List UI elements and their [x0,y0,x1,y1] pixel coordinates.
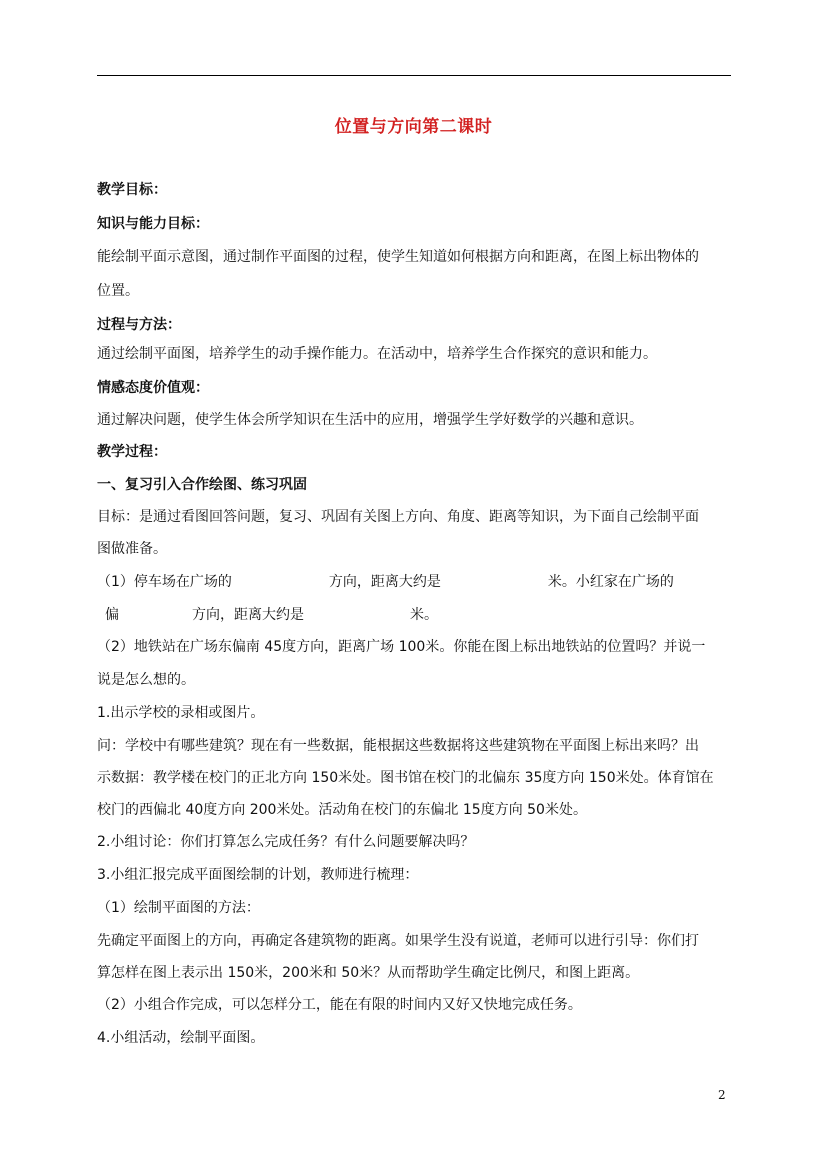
header-rule [97,75,731,76]
paragraph-line: 通过解决问题，使学生体会所学知识在生活中的应用，增强学生学好数学的兴趣和意识。 [97,412,643,428]
paragraph-line: 先确定平面图上的方向，再确定各建筑物的距离。如果学生没有说道，老师可以进行引导：你们打 [97,933,699,949]
paragraph-line: 3.小组汇报完成平面图绘制的计划，教师进行梳理： [97,867,419,883]
fill-blank-line-2 [105,605,438,625]
paragraph-line: 问：学校中有哪些建筑？现在有一些数据，能根据这些数据将这些建筑物在平面图上标出来吗？出 [97,738,699,754]
heading-teaching-goals: 教学目标： [97,182,167,198]
fill-blank-text: 偏 [105,607,119,623]
page-number: 2 [718,1088,726,1102]
paragraph-line: 校门的西偏北 40度方向 200米处。活动角在校门的东偏北 15度方向 50米处。 [97,802,587,818]
fill-blank-text: 方向，距离大约是 [192,607,304,623]
paragraph-line: （2）地铁站在广场东偏南 45度方向，距离广场 100米。你能在图上标出地铁站的位置吗？并说一 [97,639,706,655]
fill-blank-text: 米。小红家在广场的 [547,574,674,590]
paragraph-line: 1.出示学校的录相或图片。 [97,705,265,721]
paragraph-line: 位置。 [97,283,139,299]
paragraph-line: （2）小组合作完成，可以怎样分工，能在有限的时间内又好又快地完成任务。 [97,997,582,1013]
heading-emotion-values: 情感态度价值观： [97,380,209,396]
paragraph-line: 目标：是通过看图回答问题，复习、巩固有关图上方向、角度、距离等知识，为下面自己绘制平面 [97,509,699,525]
paragraph-line: 示数据：教学楼在校门的正北方向 150米处。图书馆在校门的北偏东 35度方向 150米处。体育馆在 [97,770,714,786]
section-heading-1: 一、复习引入合作绘图、练习巩固 [97,477,307,493]
fill-blank-line-1 [97,572,674,592]
page-title: 位置与方向第二课时 [334,117,493,137]
heading-process-method: 过程与方法： [97,317,181,333]
paragraph-line: 能绘制平面示意图，通过制作平面图的过程，使学生知道如何根据方向和距离，在图上标出物体的 [97,249,699,265]
paragraph-line: 2.小组讨论：你们打算怎么完成任务？有什么问题要解决吗？ [97,834,475,850]
paragraph-line: 4.小组活动，绘制平面图。 [97,1030,265,1046]
paragraph-line: （1）绘制平面图的方法： [97,900,260,916]
fill-blank-text: （1）停车场在广场的 [97,574,232,590]
fill-blank-text: 方向，距离大约是 [328,574,441,590]
paragraph-line: 图做准备。 [97,541,167,557]
heading-knowledge-ability: 知识与能力目标： [97,216,209,232]
heading-teaching-process: 教学过程： [97,444,167,460]
paragraph-line: 通过绘制平面图，培养学生的动手操作能力。在活动中，培养学生合作探究的意识和能力。 [97,346,657,362]
paragraph-line: 说是怎么想的。 [97,672,195,688]
paragraph-line: 算怎样在图上表示出 150米，200米和 50米？从而帮助学生确定比例尺，和图上距离。 [97,965,640,981]
fill-blank-text: 米。 [410,607,438,623]
